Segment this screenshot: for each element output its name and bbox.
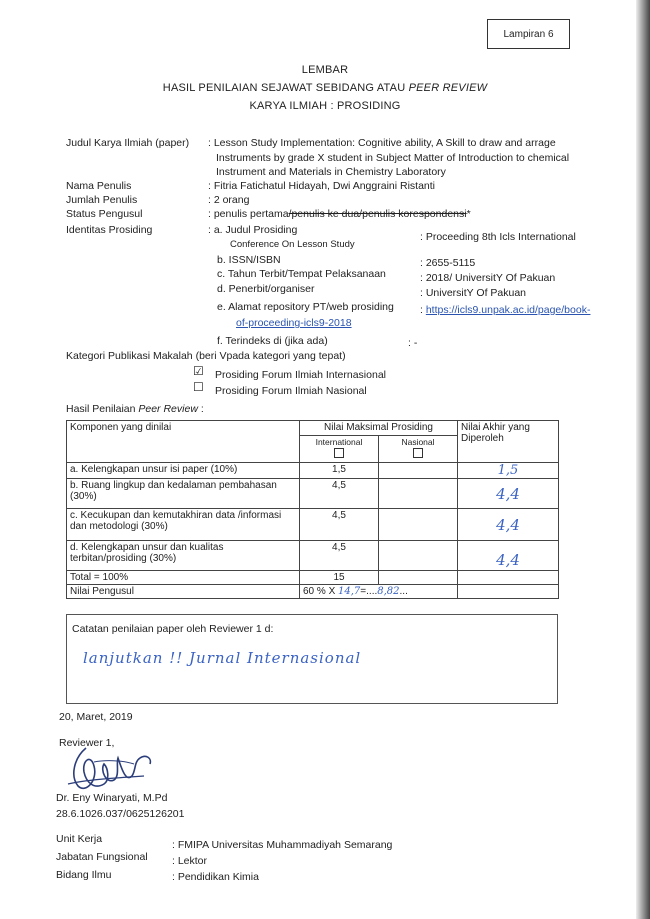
header-title: LEMBAR [301, 64, 349, 76]
table-row [67, 463, 559, 479]
row-nasional [379, 463, 458, 479]
identitas-label: Identitas Prosiding [66, 224, 153, 236]
pengusul-suffix: ... [399, 586, 408, 597]
scan-edge [636, 0, 650, 919]
header-type: KARYA ILMIAH : PROSIDING [249, 100, 401, 112]
prosiding-e-label: e. Alamat repository PT/web prosiding [217, 301, 394, 313]
total-akhir [458, 571, 559, 585]
catatan-box [66, 614, 558, 704]
prosiding-f-label: f. Terindeks di (jika ada) [217, 335, 328, 347]
table-row [67, 585, 559, 599]
catatan-handwritten: lanjutkan !! Jurnal Internasional [83, 649, 362, 667]
prosiding-d-label: d. Penerbit/organiser [217, 283, 315, 295]
judul-line-3: Instrument and Materials in Chemistry Laboratory [216, 166, 446, 178]
col-nilai-akhir: Nilai Akhir yang Diperoleh [458, 421, 559, 463]
prosiding-b-label: b. ISSN/ISBN [217, 254, 281, 266]
kategori-opt-nasional: Prosiding Forum Ilmiah Nasional [215, 385, 367, 397]
date: 20, Maret, 2019 [59, 711, 133, 723]
prosiding-f-value: : - [408, 337, 418, 349]
repository-link-cont[interactable]: of-proceeding-icls9-2018 [236, 317, 352, 329]
reviewer-nip: 28.6.1026.037/0625126201 [56, 808, 185, 820]
signature-icon [64, 740, 156, 796]
repository-link[interactable]: https://icls9.unpak.ac.id/page/book- [425, 304, 591, 316]
pengusul-prefix: 60 % X [303, 586, 339, 597]
row-label: c. Kecukupan dan kemutakhiran data /informasi dan metodologi (30%) [67, 509, 300, 541]
prosiding-d-value: : UniversitY Of Pakuan [420, 287, 527, 299]
row-max: 1,5 [300, 463, 379, 479]
row-score: 4,4 [458, 509, 559, 541]
review-title-a: Hasil Penilaian [66, 403, 139, 415]
status-label: Status Pengusul [66, 208, 143, 220]
col-international [300, 436, 379, 463]
pengusul-label: Nilai Pengusul [67, 585, 300, 599]
pengusul-value [300, 585, 458, 599]
status-suffix: * [466, 208, 471, 220]
checkbox-icon[interactable] [334, 448, 344, 458]
header-subtitle [0, 82, 650, 94]
row-label: b. Ruang lingkup dan kedalaman pembahasan (30%) [67, 479, 300, 509]
col-nasional [379, 436, 458, 463]
total-label: Total = 100% [67, 571, 300, 585]
table-row [67, 571, 559, 585]
row-nasional [379, 541, 458, 571]
prosiding-a-value: : Proceeding 8th Icls International [420, 231, 576, 243]
review-title-b: Peer Review [138, 403, 198, 415]
row-score: 4,4 [458, 479, 559, 509]
prosiding-c-label: c. Tahun Terbit/Tempat Pelaksanaan [217, 268, 386, 280]
pengusul-mid: =.... [360, 586, 378, 597]
judul-label: Judul Karya Ilmiah (paper) [66, 137, 190, 149]
row-label: a. Kelengkapan unsur isi paper (10%) [67, 463, 300, 479]
pengusul-akhir [458, 585, 559, 599]
header-subtitle-a: HASIL PENILAIAN SEJAWAT SEBIDANG ATAU [162, 82, 409, 94]
status-struck: /penulis ke dua/penulis korespondensi [288, 208, 467, 220]
prosiding-e-colon: : [420, 304, 426, 316]
judul-line-1: : Lesson Study Implementation: Cognitive ability, A Skill to draw and arrage [208, 137, 556, 149]
row-score: 4,4 [458, 541, 559, 571]
total-nasional [379, 571, 458, 585]
table-row [67, 479, 559, 509]
lampiran-box [487, 19, 570, 49]
row-max: 4,5 [300, 541, 379, 571]
pengusul-hw2: 8,82 [377, 586, 400, 597]
bidang-label: Bidang Ilmu [56, 869, 112, 881]
nama-label: Nama Penulis [66, 180, 132, 192]
header-subtitle-b: PEER REVIEW [408, 82, 488, 94]
status-value [208, 208, 471, 220]
bidang-value: : Pendidikan Kimia [172, 871, 259, 883]
unit-value: : FMIPA Universitas Muhammadiyah Semarang [172, 839, 393, 851]
pengusul-hw1: 14,7 [338, 586, 361, 597]
review-title [66, 403, 204, 415]
table-row [67, 541, 559, 571]
row-score: 1,5 [458, 463, 559, 479]
kategori-opt-internasional: Prosiding Forum Ilmiah Internasional [215, 369, 386, 381]
col-nilai-maks: Nilai Maksimal Prosiding [300, 421, 458, 436]
review-title-c: : [197, 403, 204, 415]
status-prefix: : penulis pertama [208, 208, 289, 220]
jumlah-label: Jumlah Penulis [66, 194, 138, 206]
prosiding-a-label: : a. Judul Prosiding [208, 224, 298, 236]
check-icon[interactable]: ☑ [193, 364, 204, 378]
reviewer-label: Reviewer 1, [59, 737, 115, 749]
unit-label: Unit Kerja [56, 833, 103, 845]
prosiding-e-value [420, 304, 590, 316]
col-nasional-label: Nasional [401, 437, 435, 447]
jumlah-value: : 2 orang [208, 194, 250, 206]
col-komponen: Komponen yang dinilai [67, 421, 300, 463]
col-international-label: International [315, 437, 363, 447]
prosiding-a-sub: Conference On Lesson Study [230, 239, 355, 250]
kategori-label: Kategori Publikasi Makalah (beri Vpada kategori yang tepat) [66, 350, 346, 362]
total-value: 15 [300, 571, 379, 585]
row-nasional [379, 479, 458, 509]
review-table [66, 420, 559, 599]
row-label: d. Kelengkapan unsur dan kualitas terbitan/prosiding (30%) [67, 541, 300, 571]
nama-value: : Fitria Fatichatul Hidayah, Dwi Anggraini Ristanti [208, 180, 436, 192]
prosiding-b-value: : 2655-5115 [420, 257, 476, 269]
catatan-label: Catatan penilaian paper oleh Reviewer 1 d: [72, 623, 274, 635]
table-row [67, 509, 559, 541]
checkbox-icon[interactable]: ☐ [193, 380, 204, 394]
row-nasional [379, 509, 458, 541]
prosiding-c-value: : 2018/ UniversitY Of Pakuan [420, 272, 556, 284]
lampiran-label: Lampiran 6 [503, 28, 554, 40]
row-max: 4,5 [300, 509, 379, 541]
checkbox-icon[interactable] [413, 448, 423, 458]
jabatan-value: : Lektor [172, 855, 208, 867]
row-max: 4,5 [300, 479, 379, 509]
jabatan-label: Jabatan Fungsional [56, 851, 148, 863]
judul-line-2: Instruments by grade X student in Subject Matter of Introduction to chemical [216, 152, 570, 164]
reviewer-name: Dr. Eny Winaryati, M.Pd [56, 792, 168, 804]
